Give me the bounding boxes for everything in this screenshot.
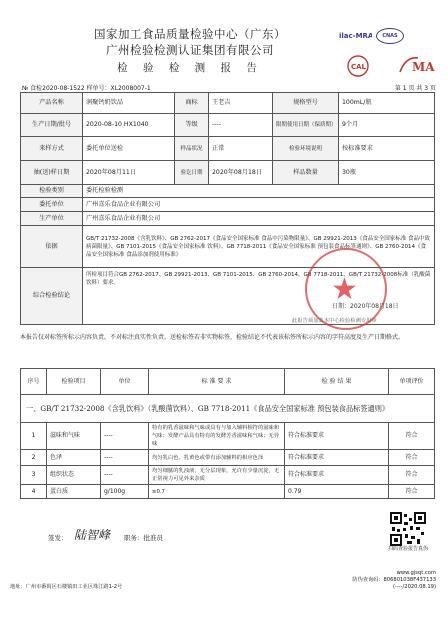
prod-date: 2020-08-10 HX1040 bbox=[83, 114, 175, 137]
page-indicator: 第 1 页 共 3 页 bbox=[394, 85, 436, 92]
category-label: 检验类别 bbox=[21, 185, 83, 198]
conclusion-text: 所检项目符合GB 2762-2017、GB 29921-2013、GB 7101-2015、GB 2760-2014、GB 7718-2011、GB/T 21732-2008标准（乳酸菌饮料）要求。 bbox=[83, 268, 435, 325]
table-row bbox=[21, 137, 435, 161]
table-row bbox=[21, 93, 435, 114]
item-result: 符合标准要求 bbox=[285, 450, 389, 466]
col-requirement: 标 准 要 求 bbox=[149, 369, 285, 395]
cal-logo bbox=[344, 54, 372, 78]
accreditation-logos bbox=[338, 28, 442, 82]
item-result: 符合标准要求 bbox=[285, 423, 389, 450]
report-number: № 食检2020-08-1522 样单号：XL2008007-1 bbox=[22, 85, 151, 92]
manufacturer-name: 广州喜乐食品企业有限公司 bbox=[83, 212, 435, 226]
cnas-logo: CNAS bbox=[376, 28, 404, 44]
product-name-label: 产品名称 bbox=[21, 93, 83, 114]
cma-logo bbox=[398, 54, 438, 76]
seal-star-icon: ★ bbox=[331, 272, 358, 307]
item-name: 蛋白质 bbox=[47, 485, 101, 499]
sign-date: 日期：2020年08月18日 bbox=[332, 303, 399, 310]
svg-text:ilac-MRA: ilac-MRA bbox=[339, 32, 372, 40]
item-requirement: 均匀乳白色、乳黄色或带有添加辅料的相应色泽 bbox=[149, 450, 285, 466]
grade: ---- bbox=[209, 114, 273, 137]
col-judgement: 单项评价 bbox=[389, 369, 435, 395]
disclaimer-note: 本报告仅对标签所标示内容负责，不对标注真实性负责。送检标签若非实物标签，检验结论不代表该标签所标示内容的字符高度及生产日期格式。 bbox=[20, 334, 405, 341]
spec-label: 规格型号 bbox=[273, 93, 339, 114]
table-row bbox=[21, 185, 435, 198]
ilac-mra-logo bbox=[338, 28, 372, 44]
sample-status: 正常 bbox=[209, 137, 273, 161]
test-basis: GB/T 21732-2008《含乳饮料》、GB 2762-2017《食品安全国家标准 食品中污染物限量》、GB 29921-2013《食品安全国家标准 食品中致病菌限量》、GB 7101-2015《食品安全国家标准 饮料》、GB 7718-2011《食品安全国家标准 预包装食品标签通则》、GB 2760-2014《食品安全国家标准 食品添加剂使用标准》 bbox=[83, 226, 435, 268]
col-result: 检 验 结 果 bbox=[285, 369, 389, 395]
trademark: 王老吉 bbox=[209, 93, 273, 114]
item-unit: ---- bbox=[101, 450, 149, 466]
company-name: 广州检验检测认证集团有限公司 bbox=[106, 43, 274, 57]
issuer-signature: 陆智峰 bbox=[74, 528, 111, 542]
item-unit: ---- bbox=[101, 466, 149, 485]
item-judgement: 符合 bbox=[389, 423, 435, 450]
client-name: 广州喜乐食品企业有限公司 bbox=[83, 198, 435, 212]
grade-label: 等级 bbox=[175, 114, 209, 137]
trademark-label: 商标 bbox=[175, 93, 209, 114]
item-name: 滋味和气味 bbox=[47, 423, 101, 450]
svg-text:CAL: CAL bbox=[351, 63, 367, 71]
env-label: 检验环境说明 bbox=[273, 137, 339, 161]
standard-line: 一、GB/T 21732-2008《含乳饮料》（乳酸菌饮料）、GB 7718-2011《食品安全国家标准 预包装食品标签通则》 bbox=[21, 395, 435, 423]
item-judgement: 符合 bbox=[389, 485, 435, 499]
stamp-note: 此报告须加盖本中心检验检测专用章 bbox=[292, 318, 377, 324]
item-judgement: 符合 bbox=[389, 466, 435, 485]
item-name: 组织状态 bbox=[47, 466, 101, 485]
manufacturer-label: 生产单位 bbox=[21, 212, 83, 226]
receive-date-label: 抽(送)样日期 bbox=[21, 161, 83, 185]
anti-counterfeit-code: 防伪查询码：806801038F437133 bbox=[352, 577, 436, 583]
col-item: 检验项目 bbox=[47, 369, 101, 395]
spec: 100mL/瓶 bbox=[339, 93, 435, 114]
col-unit: 单位 bbox=[101, 369, 149, 395]
item-seq: 4 bbox=[21, 485, 47, 499]
basis-label: 依据 bbox=[21, 226, 83, 268]
items-header-row bbox=[21, 369, 435, 395]
table-row bbox=[21, 212, 435, 226]
table-row bbox=[21, 161, 435, 185]
table-row bbox=[21, 114, 435, 137]
issuer-title: 职务：批准员 bbox=[124, 534, 163, 542]
website-url: www.gjsqt.com bbox=[396, 570, 436, 576]
sampling-label: 来样方式 bbox=[21, 137, 83, 161]
product-name: 润聚钙奶饮品 bbox=[83, 93, 175, 114]
item-requirement: 均匀细腻的乳浊液，无分层现象，允许有少量沉淀，无正常视力可见外来杂质 bbox=[149, 466, 285, 485]
item-result: 0.79 bbox=[285, 485, 389, 499]
sample-quantity: 30瓶 bbox=[339, 161, 435, 185]
svg-text:MA: MA bbox=[412, 60, 435, 74]
item-unit: ---- bbox=[101, 423, 149, 450]
issuer-label: 签发： bbox=[48, 534, 68, 542]
standard-row bbox=[21, 395, 435, 423]
test-items-table bbox=[20, 368, 435, 499]
item-requirement: ≥0.7 bbox=[149, 485, 285, 499]
sampling-method: 委托单位送检 bbox=[83, 137, 175, 161]
table-row bbox=[21, 423, 435, 450]
item-result: 符合标准要求 bbox=[285, 466, 389, 485]
item-seq: 2 bbox=[21, 450, 47, 466]
conclusion-label: 综合检验结论 bbox=[21, 268, 83, 325]
prod-date-label: 生产日期/批号 bbox=[21, 114, 83, 137]
qr-label: 扫码查验报告真伪 bbox=[387, 546, 428, 552]
center-name: 国家加工食品质量检验中心（广东） bbox=[94, 27, 286, 41]
receive-date: 2020年08月11日 bbox=[83, 161, 175, 185]
shelf-label: 限期使用日期（保质期） bbox=[273, 114, 339, 137]
sample-status-label: 样品状况 bbox=[175, 137, 209, 161]
test-category: 委托检验检测 bbox=[83, 185, 435, 198]
finish-date: 2020年08月18日 bbox=[209, 161, 273, 185]
item-name: 色泽 bbox=[47, 450, 101, 466]
report-title: 检 验 检 测 报 告 bbox=[117, 62, 263, 74]
document-reference: (----/2020.08.19) bbox=[393, 584, 436, 590]
table-row bbox=[21, 450, 435, 466]
address: 地址：广州市番禺区石楼镇田工业区珠江路1-2号 bbox=[10, 584, 123, 590]
item-unit: g/100g bbox=[101, 485, 149, 499]
table-row bbox=[21, 198, 435, 212]
shelf-life: 9个月 bbox=[339, 114, 435, 137]
quantity-label: 样品数量 bbox=[273, 161, 339, 185]
item-judgement: 符合 bbox=[389, 450, 435, 466]
col-seq: 序号 bbox=[21, 369, 47, 395]
verification-qr-code[interactable] bbox=[390, 512, 426, 546]
table-row bbox=[21, 466, 435, 485]
report-header bbox=[60, 26, 320, 76]
finish-date-label: 验讫日期 bbox=[175, 161, 209, 185]
item-seq: 1 bbox=[21, 423, 47, 450]
item-requirement: 特有的乳香滋味和气味或具有与加入辅料相符的滋味和气味；发酵产品具有特有的发酵芳香滋味和气味；无异味 bbox=[149, 423, 285, 450]
report-number-line bbox=[22, 83, 436, 92]
table-row bbox=[21, 485, 435, 499]
test-environment: 按标准要求 bbox=[339, 137, 435, 161]
client-label: 委托单位 bbox=[21, 198, 83, 212]
item-seq: 3 bbox=[21, 466, 47, 485]
